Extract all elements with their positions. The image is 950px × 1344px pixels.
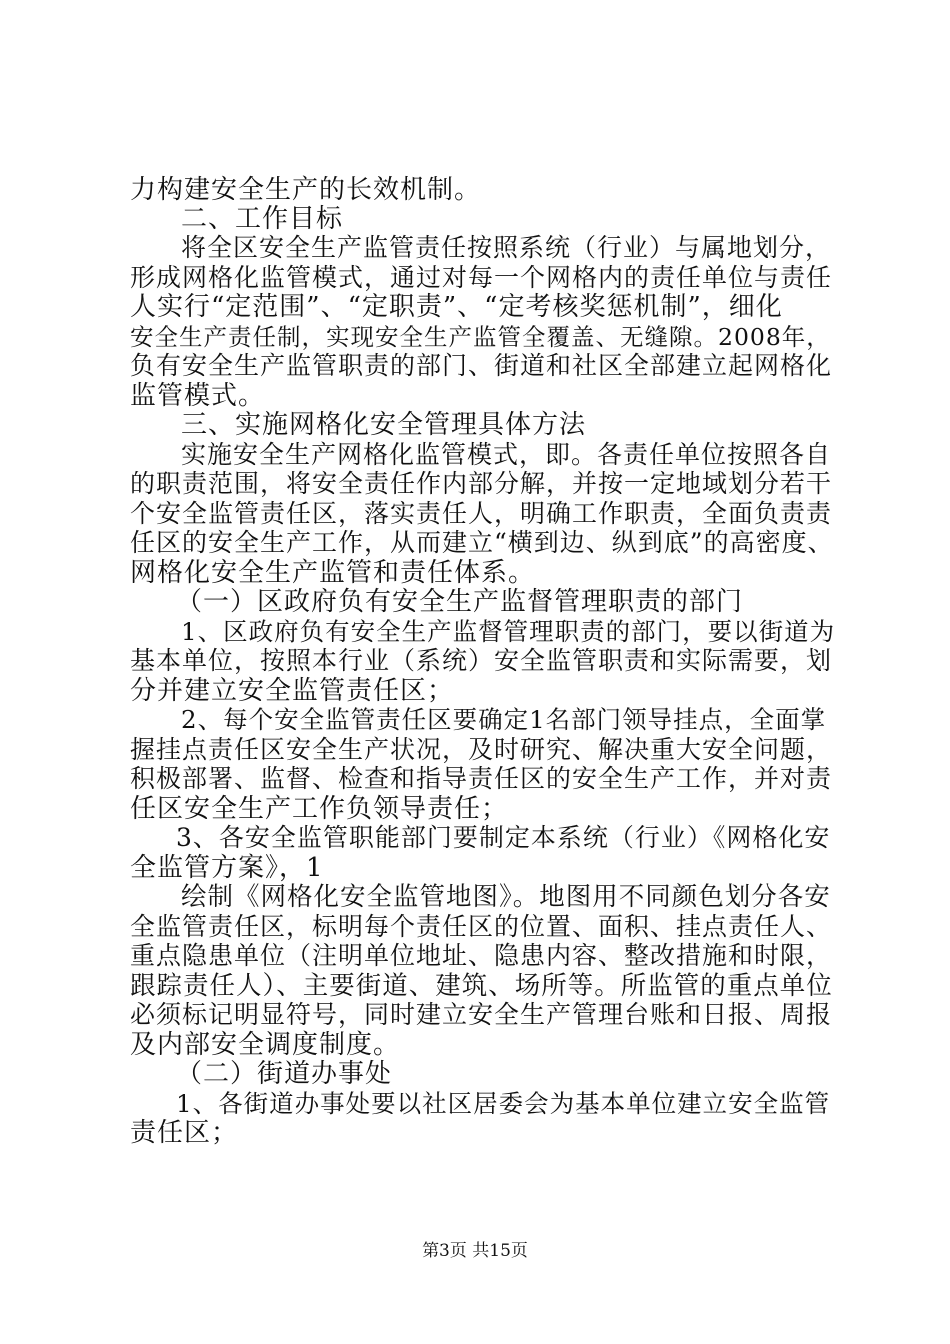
- text-line: 全监管责任区，标明每个责任区的位置、面积、挂点责任人、: [130, 912, 833, 941]
- text-line: 任区安全生产工作负领导责任；: [130, 794, 509, 824]
- text-line: 绘制《网格化安全监管地图》。地图用不同颜色划分各安: [181, 882, 831, 912]
- text-line: 1、各街道办事处要以社区居委会为基本单位建立安全监管: [176, 1089, 831, 1118]
- subsection-heading: （一）区政府负有安全生产监督管理职责的部门: [176, 587, 744, 617]
- text-line: 3、各安全监管职能部门要制定本系统（行业）《网格化安: [176, 823, 831, 852]
- page-number-footer: 第3页 共15页: [422, 1241, 528, 1261]
- text-line: 跟踪责任人）、主要街道、建筑、场所等。所监管的重点单位: [130, 971, 833, 1001]
- section-heading: 二、工作目标: [181, 204, 344, 234]
- text-line: 握挂点责任区安全生产状况，及时研究、解决重大安全问题，: [130, 735, 833, 764]
- text-line: 基本单位，按照本行业（系统）安全监管职责和实际需要，划: [130, 646, 833, 675]
- text-line: 全监管方案》，1: [130, 853, 324, 883]
- text-line: 1、区政府负有安全生产监督管理职责的部门，要以街道为: [181, 617, 836, 646]
- text-line: 个安全监管责任区，落实责任人，明确工作职责，全面负责责: [130, 499, 833, 528]
- text-line: 安全生产责任制，实现安全生产监管全覆盖、无缝隙。2008年，: [130, 323, 831, 351]
- subsection-heading: （二）街道办事处: [176, 1059, 393, 1089]
- section-heading: 三、实施网格化安全管理具体方法: [181, 410, 587, 440]
- text-line: 负有安全生产监管职责的部门、街道和社区全部建立起网格化: [130, 351, 833, 380]
- text-line: 力构建安全生产的长效机制。: [130, 175, 482, 205]
- text-line: 责任区；: [130, 1118, 239, 1148]
- text-line: 积极部署、监督、检查和指导责任区的安全生产工作，并对责: [130, 764, 833, 793]
- text-line: 实施安全生产网格化监管模式，即。各责任单位按照各自: [181, 440, 832, 469]
- text-line: 网格化安全生产监管和责任体系。: [130, 558, 536, 588]
- text-line: 将全区安全生产监管责任按照系统（行业）与属地划分，: [181, 233, 832, 262]
- text-line: 重点隐患单位（注明单位地址、隐患内容、整改措施和时限，: [130, 941, 833, 970]
- text-line: 必须标记明显符号，同时建立安全生产管理台账和日报、周报: [130, 1000, 833, 1029]
- text-line: 监管模式。: [130, 381, 266, 411]
- text-line: 人实行“定范围”、“定职责”、“定考核奖惩机制”，细化: [130, 292, 783, 322]
- text-line: 及内部安全调度制度。: [130, 1030, 401, 1060]
- text-line: 形成网格化监管模式，通过对每一个网格内的责任单位与责任: [130, 263, 833, 292]
- text-line: 任区的安全生产工作，从而建立“横到边、纵到底”的高密度、: [130, 528, 834, 557]
- text-line: 2、每个安全监管责任区要确定1名部门领导挂点，全面掌: [181, 705, 827, 734]
- text-line: 分并建立安全监管责任区；: [130, 676, 455, 706]
- text-line: 的职责范围，将安全责任作内部分解，并按一定地域划分若干: [130, 469, 833, 498]
